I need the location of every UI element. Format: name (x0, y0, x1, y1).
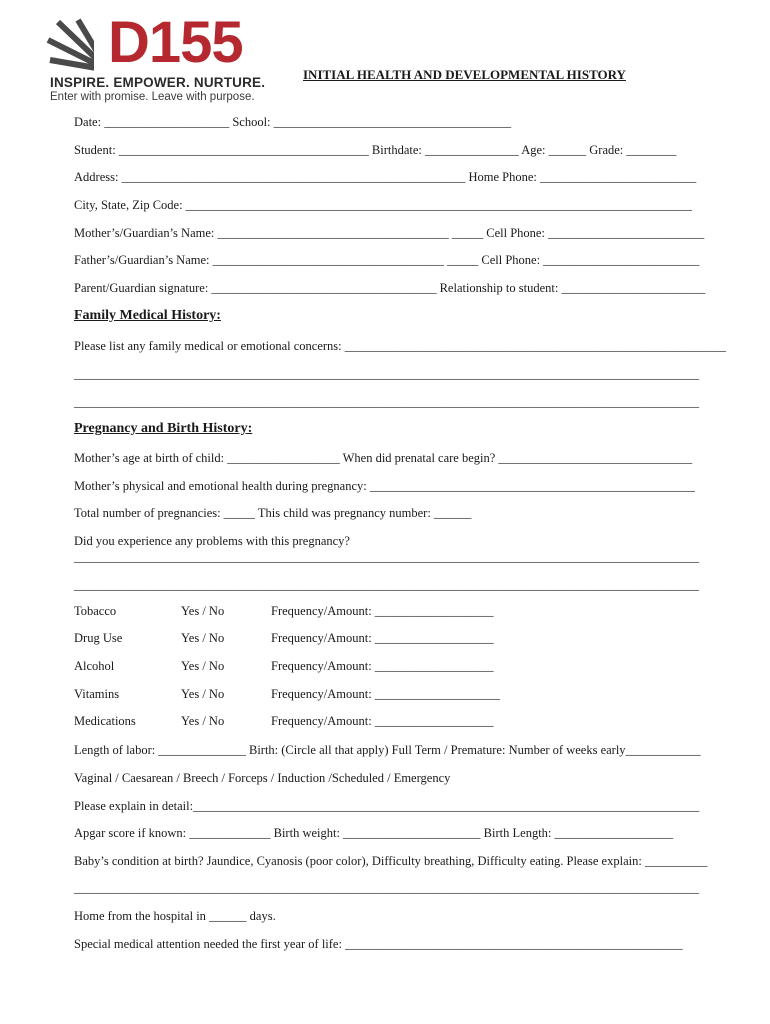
substance-frequency[interactable]: Frequency/Amount: ___________________ (271, 714, 494, 728)
father-line[interactable]: Father’s/Guardian’s Name: _____________________________________ _____ Cell Phone: _________________________ (74, 253, 700, 267)
family-history-heading: Family Medical History: (74, 308, 221, 323)
problems-question: Did you experience any problems with this pregnancy? (74, 534, 350, 548)
city-line[interactable]: City, State, Zip Code: _________________________________________________________________________________ (74, 198, 692, 212)
substance-choice[interactable]: Yes / No (181, 604, 225, 618)
substance-frequency[interactable]: Frequency/Amount: ___________________ (271, 631, 494, 645)
pregnancies-line[interactable]: Total number of pregnancies: _____ This child was pregnancy number: ______ (74, 506, 472, 520)
family-concerns-line[interactable]: Please list any family medical or emotional concerns: _____________________________________________________________ (74, 339, 727, 353)
substance-choice[interactable]: Yes / No (181, 631, 225, 645)
mother-health-line[interactable]: Mother’s physical and emotional health during pregnancy: ____________________________________________________ (74, 479, 695, 493)
special-attention-line[interactable]: Special medical attention needed the first year of life: ______________________________________________________ (74, 937, 683, 951)
delivery-options-line[interactable]: Vaginal / Caesarean / Breech / Forceps / Induction /Scheduled / Emergency (74, 771, 451, 785)
explain-detail-line[interactable]: Please explain in detail:_________________________________________________________________________________ (74, 799, 700, 813)
substance-choice[interactable]: Yes / No (181, 659, 225, 673)
signature-line[interactable]: Parent/Guardian signature: ____________________________________ Relationship to student: _______________________ (74, 281, 706, 295)
family-blank-line-2[interactable]: ____________________________________________________________________________________________________ (74, 395, 699, 409)
substance-label: Tobacco (74, 604, 117, 618)
student-line[interactable]: Student: ________________________________________ Birthdate: _______________ Age: ______ Grade: ________ (74, 143, 677, 157)
apgar-line[interactable]: Apgar score if known: _____________ Birth weight: ______________________ Birth Length: ___________________ (74, 826, 674, 840)
baby-condition-line[interactable]: Baby’s condition at birth? Jaundice, Cyanosis (poor color), Difficulty breathing, Difficulty eating. Please explain: __________ (74, 854, 708, 868)
substance-frequency[interactable]: Frequency/Amount: ____________________ (271, 687, 500, 701)
substance-choice[interactable]: Yes / No (181, 687, 225, 701)
substance-frequency[interactable]: Frequency/Amount: ___________________ (271, 659, 494, 673)
family-blank-line-1[interactable]: ____________________________________________________________________________________________________ (74, 367, 699, 381)
logo-mark: D155 (108, 10, 243, 75)
logo-tagline: INSPIRE. EMPOWER. NURTURE. (50, 75, 266, 90)
pregnancy-heading: Pregnancy and Birth History: (74, 421, 253, 436)
labor-line[interactable]: Length of labor: ______________ Birth: (Circle all that apply) Full Term / Premature: Number of weeks early____________ (74, 743, 701, 757)
substance-label: Alcohol (74, 659, 115, 673)
mother-age-line[interactable]: Mother’s age at birth of child: __________________ When did prenatal care begin? _______________________________ (74, 451, 693, 465)
logo-subtagline: Enter with promise. Leave with purpose. (50, 91, 255, 103)
logo-rays-icon (46, 18, 112, 76)
date-school-line[interactable]: Date: ____________________ School: ______________________________________ (74, 115, 512, 129)
mother-line[interactable]: Mother’s/Guardian’s Name: _____________________________________ _____ Cell Phone: _________________________ (74, 226, 705, 240)
form-title: INITIAL HEALTH AND DEVELOPMENTAL HISTORY (303, 67, 626, 82)
substance-label: Medications (74, 714, 136, 728)
home-from-hospital-line[interactable]: Home from the hospital in ______ days. (74, 909, 276, 923)
address-line[interactable]: Address: _______________________________________________________ Home Phone: _________________________ (74, 170, 697, 184)
substance-frequency[interactable]: Frequency/Amount: ___________________ (271, 604, 494, 618)
baby-condition-blank-line[interactable]: ____________________________________________________________________________________________________ (74, 881, 699, 895)
problems-blank-line-1[interactable]: ____________________________________________________________________________________________________ (74, 550, 699, 564)
substance-label: Drug Use (74, 631, 123, 645)
problems-blank-line-2[interactable]: ____________________________________________________________________________________________________ (74, 578, 699, 592)
substance-choice[interactable]: Yes / No (181, 714, 225, 728)
substance-label: Vitamins (74, 687, 120, 701)
